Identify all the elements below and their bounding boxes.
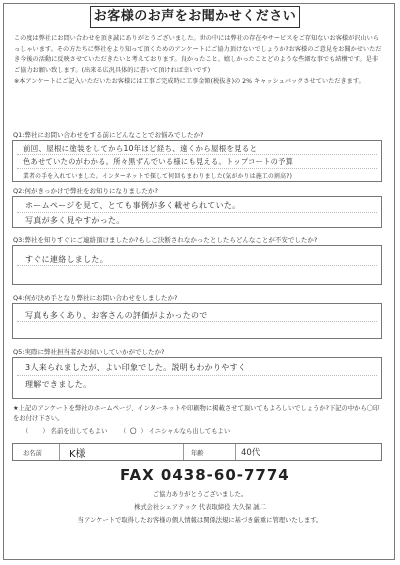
age-label: 年齢 xyxy=(191,450,204,457)
question-1-answer-box xyxy=(12,140,382,182)
company-signature: 株式会社シェアテック 代表取締役 大久保 誠二 xyxy=(134,504,266,511)
question-3-answer-box xyxy=(12,245,382,285)
thanks-message: ご協力ありがとうございました。 xyxy=(152,491,248,498)
page-title: お客様のお声をお聞かせください xyxy=(90,6,300,28)
option-name-label: 名前を出してもよい xyxy=(50,428,108,435)
answer-text: 写真も多くあり、お客さんの評価がよかったので xyxy=(25,311,208,320)
option-bracket-open: （ xyxy=(120,428,127,435)
customer-age: 40代 xyxy=(241,448,261,458)
answer-text: 色あせていたのがわかる。所々黒ずんでいる様にも見える。トップコートの予算 xyxy=(23,157,294,166)
ruled-line xyxy=(17,265,377,266)
intro-section xyxy=(14,34,384,88)
answer-text: ホームページを見て、とても事例が多く載せられていた。 xyxy=(25,201,241,210)
cashback-note: ※本アンケートにご記入いただいたお客様には工事ご完成時に工事金額(税抜き)の 2% キャッシュバックさせていただきます。 xyxy=(14,78,365,85)
privacy-notice: 当アンケートで取得したお客様の個人情報は関係法規に基づき厳重に管理いたします。 xyxy=(77,517,323,524)
question-5-answer-box xyxy=(12,357,382,399)
option-initial-label: イニシャルなら出してもよい xyxy=(148,428,231,435)
question-2-answer-box xyxy=(12,196,382,228)
answer-text: 理解できました。 xyxy=(25,380,92,389)
option-bracket-open: （ xyxy=(22,428,29,435)
question-2-label: Q2:何がきっかけで弊社をお知りになりましたか? xyxy=(13,187,158,195)
ruled-line xyxy=(17,321,377,322)
intro-paragraph: この度は弊社にお問い合わせを頂き誠にありがとうございました。世の中には弊社の存在やサービスをご存知ないお客様が沢山いらっしゃいます。その方たちに弊社をより知って頂くためのアンケートにご協力頂けないでしょうか?お客様のご意見をお聞かせいただき今後の活動に反映させていただきたいと考えております。良かったこと、嬉しかったことどのような些細な事でも結構です。是非ご協力お願い致します。(出来る広汎具体的に書いて頂ければ幸いです) xyxy=(14,35,382,74)
answer-text: すぐに連絡しました。 xyxy=(25,255,108,264)
option-name-ok[interactable] xyxy=(22,426,107,435)
divider xyxy=(235,444,236,460)
option-initial-mark: 〇 xyxy=(130,428,137,435)
ruled-line xyxy=(17,212,377,213)
divider xyxy=(183,444,184,460)
ruled-line xyxy=(17,168,377,169)
answer-text: 写真が多く見やすかった。 xyxy=(25,216,125,225)
customer-name: K様 xyxy=(69,449,86,460)
question-4-answer-box xyxy=(12,303,382,339)
answer-text: 業者の手を入れていました。インターネットで探して何回もまわりました(気がかりは施工の割高?) xyxy=(23,173,293,180)
answer-text: 前回、屋根に塗装をしてから10年ほど経ち、遠くから屋根を見ると xyxy=(23,144,258,153)
customer-info-box xyxy=(12,443,382,461)
publication-consent-text: ★上記のアンケートを弊社のホームページ、インターネットや印刷物に掲載させて頂いてもよろしいでしょうか?下記の中から〇印をお付け下さい。 xyxy=(13,405,380,422)
question-4-label: Q4:何が決め手となり弊社にお問い合わせをしましたか? xyxy=(13,294,178,302)
answer-text: 3人来られましたが、よい印象でした。説明もわかりやすく xyxy=(25,363,247,372)
divider xyxy=(59,444,60,460)
fax-number: FAX 0438-60-7774 xyxy=(120,466,290,484)
option-bracket-close: ） xyxy=(140,428,147,435)
ruled-line xyxy=(17,375,377,376)
option-bracket-close: ） xyxy=(42,428,49,435)
question-3-label: Q3:弊社を知りすぐにご連絡頂けましたか?もしご決断されなかったとしたらどんなことが不安でしたか? xyxy=(13,236,318,244)
ruled-line xyxy=(17,154,377,155)
name-label: お名前 xyxy=(23,450,42,457)
question-5-label: Q5:実際に弊社担当者がお伺いしていかがでしたか? xyxy=(13,348,165,356)
option-initial-ok[interactable] xyxy=(120,426,230,435)
question-1-label: Q1:弊社にお問い合わせをする前にどんなことでお悩みでしたか? xyxy=(13,131,204,139)
